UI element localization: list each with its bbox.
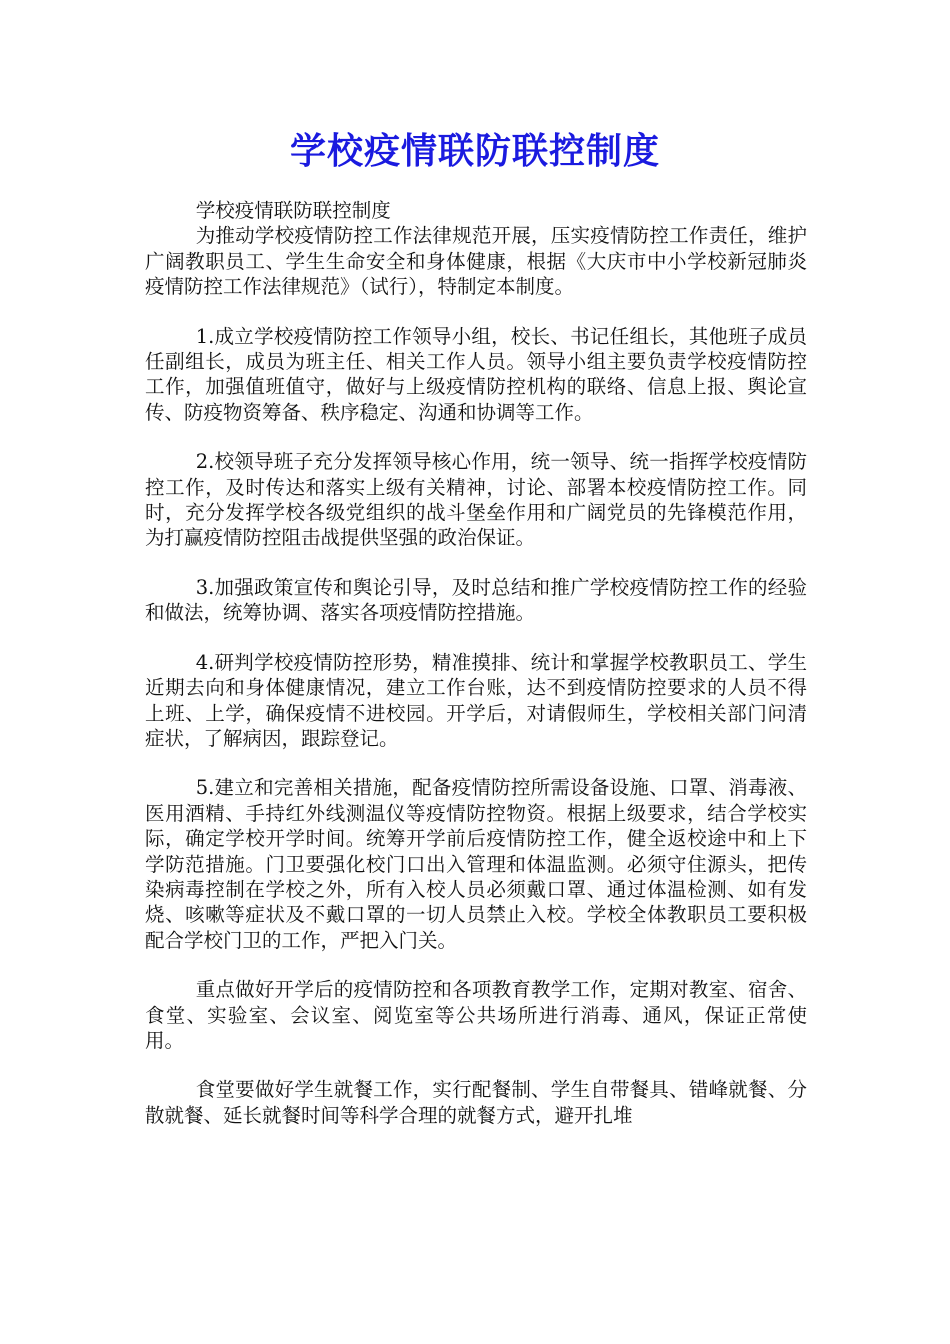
paragraph-item-5: 5.建立和完善相关措施，配备疫情防控所需设备设施、口罩、消毒液、医用酒精、手持红外线测温仪等疫情防控物资。根据上级要求，结合学校实际，确定学校开学时间。统筹开学前后疫情防控工作，健全返校途中和上下学防范措施。门卫要强化校门口出入管理和体温监测。必须守住源头，把传染病毒控制在学校之外，所有入校人员必须戴口罩、通过体温检测、如有发烧、咳嗽等症状及不戴口罩的一切人员禁止入校。学校全体教职员工要积极配合学校门卫的工作，严把入门关。 (145, 776, 807, 952)
document-body (145, 198, 807, 1128)
paragraph-item-3: 3.加强政策宣传和舆论引导，及时总结和推广学校疫情防控工作的经验和做法，统筹协调、落实各项疫情防控措施。 (145, 575, 807, 625)
paragraph-item-4: 4.研判学校疫情防控形势，精准摸排、统计和掌握学校教职员工、学生近期去向和身体健康情况，建立工作台账，达不到疫情防控要求的人员不得上班、上学，确保疫情不进校园。开学后，对请假师生，学校相关部门问清症状，了解病因，跟踪登记。 (145, 650, 807, 750)
paragraph-item-1: 1.成立学校疫情防控工作领导小组，校长、书记任组长，其他班子成员任副组长，成员为班主任、相关工作人员。领导小组主要负责学校疫情防控工作，加强值班值守，做好与上级疫情防控机构的联络、信息上报、舆论宣传、防疫物资筹备、秩序稳定、沟通和协调等工作。 (145, 324, 807, 424)
document-title: 学校疫情联防联控制度 (289, 130, 660, 172)
paragraph-subtitle: 学校疫情联防联控制度 (195, 199, 391, 222)
paragraph-intro: 为推动学校疫情防控工作法律规范开展，压实疫情防控工作责任，维护广阔教职员工、学生生命安全和身体健康，根据《大庆市中小学校新冠肺炎疫情防控工作法律规范》（试行），特制定本制度。 (145, 224, 807, 299)
paragraph-item-2: 2.校领导班子充分发挥领导核心作用，统一领导、统一指挥学校疫情防控工作，及时传达和落实上级有关精神，讨论、部署本校疫情防控工作。同时，充分发挥学校各级党组织的战斗堡垒作用和广阔党员的先锋模范作用，为打赢疫情防控阻击战提供坚强的政治保证。 (145, 450, 807, 550)
paragraph-canteen: 食堂要做好学生就餐工作，实行配餐制、学生自带餐具、错峰就餐、分散就餐、延长就餐时间等科学合理的就餐方式，避开扎堆 (145, 1078, 807, 1127)
paragraph-disinfection: 重点做好开学后的疫情防控和各项教育教学工作，定期对教室、宿舍、食堂、实验室、会议室、阅览室等公共场所进行消毒、通风，保证正常使用。 (145, 978, 807, 1052)
